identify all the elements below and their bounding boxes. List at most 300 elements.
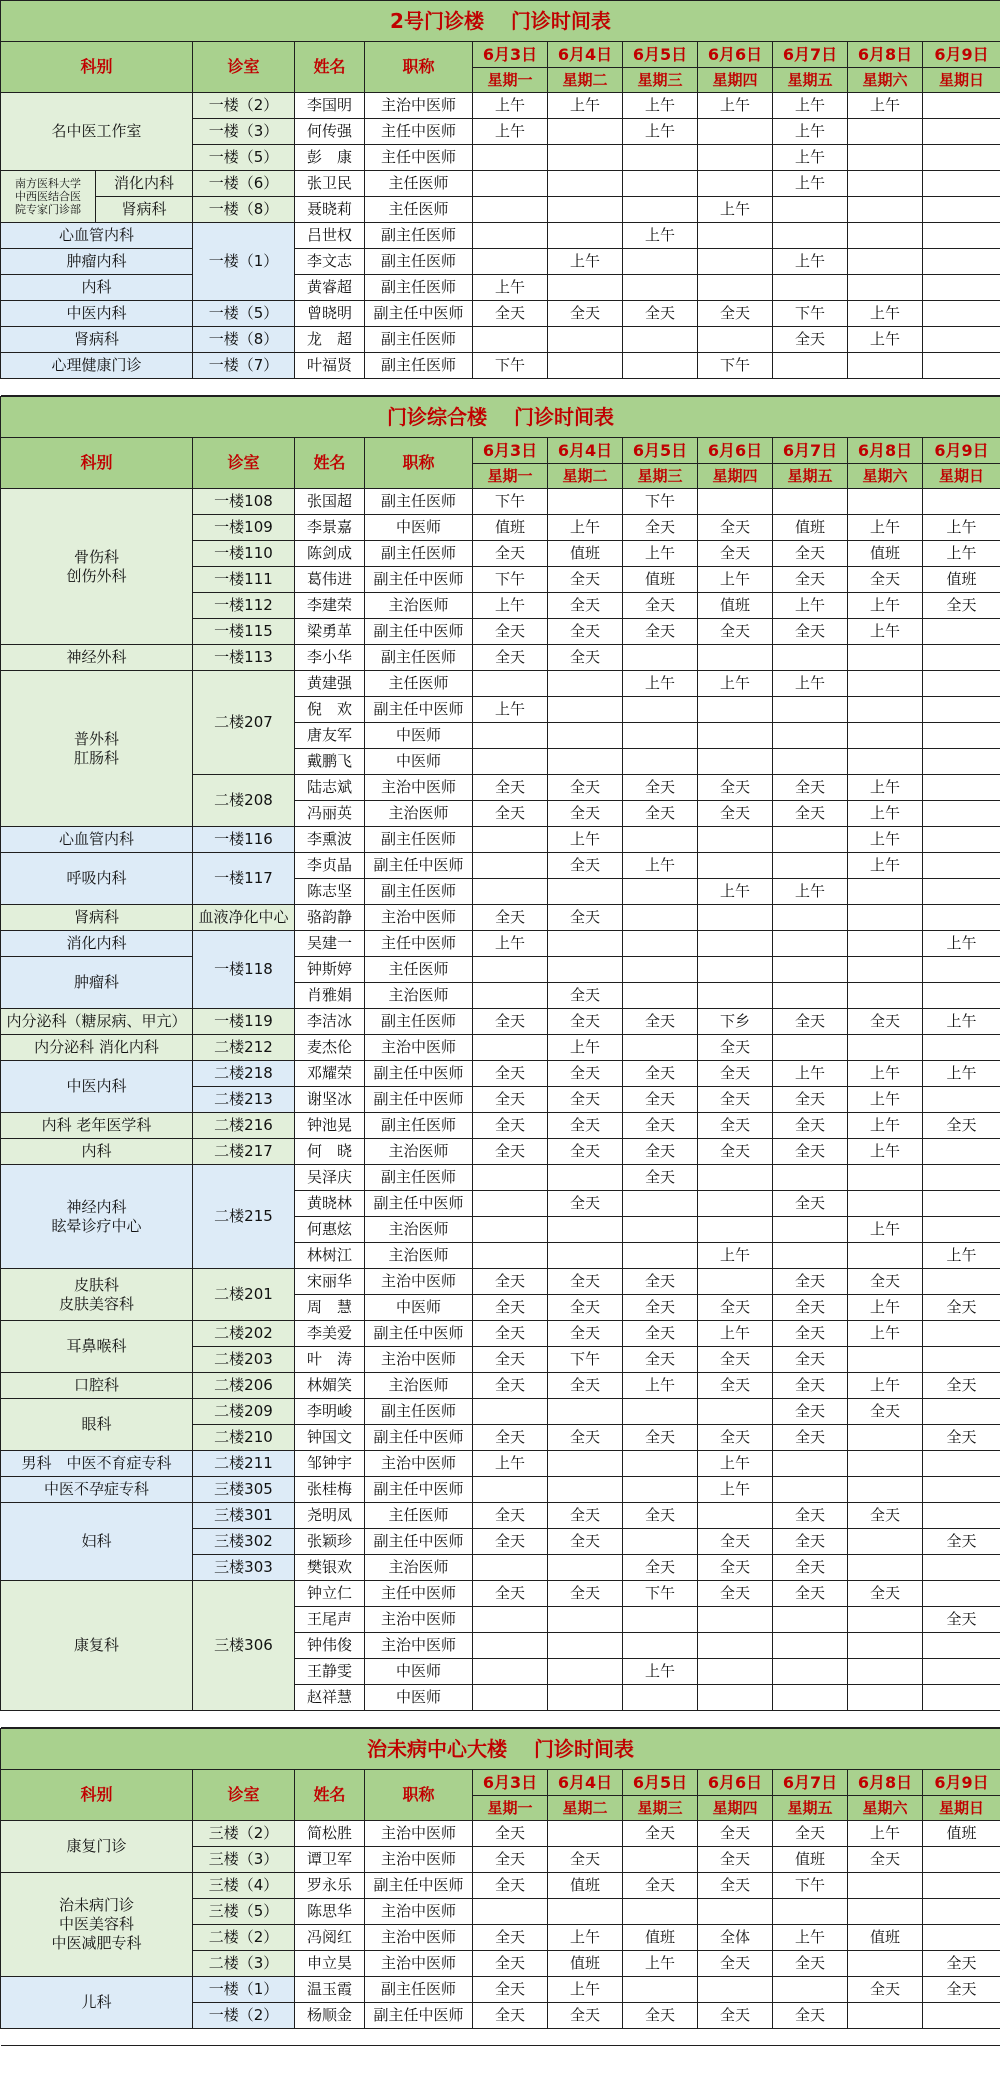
doctor-name: 李文志 — [295, 249, 365, 275]
header-name: 姓名 — [295, 438, 365, 489]
schedule-cell — [473, 1191, 548, 1217]
schedule-cell — [848, 249, 923, 275]
schedule-cell — [848, 957, 923, 983]
schedule-cell — [923, 905, 1000, 931]
doctor-title: 主治中医师 — [365, 1451, 473, 1477]
doctor-name: 罗永乐 — [295, 1873, 365, 1899]
schedule-cell — [848, 697, 923, 723]
schedule-cell: 上午 — [773, 119, 848, 145]
schedule-cell: 全天 — [773, 1139, 848, 1165]
schedule-cell — [698, 1607, 773, 1633]
schedule-cell: 全天 — [548, 593, 623, 619]
doctor-title: 副主任中医师 — [365, 1425, 473, 1451]
schedule-cell: 全天 — [473, 1977, 548, 2003]
schedule-cell — [473, 1607, 548, 1633]
schedule-cell: 下午 — [473, 353, 548, 379]
schedule-cell: 全天 — [548, 1113, 623, 1139]
schedule-cell — [698, 1899, 773, 1925]
room-label: 一楼110 — [193, 541, 295, 567]
schedule-cell: 全天 — [473, 1295, 548, 1321]
doctor-name: 黄晓林 — [295, 1191, 365, 1217]
schedule-cell — [923, 1139, 1000, 1165]
doctor-title: 主治医师 — [365, 1139, 473, 1165]
schedule-cell — [923, 1269, 1000, 1295]
schedule-cell: 全体 — [698, 1925, 773, 1951]
schedule-cell — [548, 1399, 623, 1425]
schedule-cell — [848, 353, 923, 379]
room-label: 一楼108 — [193, 489, 295, 515]
schedule-cell — [473, 249, 548, 275]
dept-label: 心血管内科 — [1, 827, 193, 853]
schedule-cell: 全天 — [698, 1873, 773, 1899]
spacer-cell — [698, 2029, 773, 2046]
schedule-cell: 上午 — [848, 775, 923, 801]
schedule-cell — [698, 1503, 773, 1529]
schedule-cell: 全天 — [698, 301, 773, 327]
schedule-cell — [623, 171, 698, 197]
doctor-name: 申立昊 — [295, 1951, 365, 1977]
schedule-cell — [848, 1607, 923, 1633]
dept-label: 中医内科 — [1, 1061, 193, 1113]
schedule-cell: 全天 — [548, 1191, 623, 1217]
schedule-cell — [923, 1581, 1000, 1607]
room-label: 二楼215 — [193, 1165, 295, 1269]
doctor-title: 主治医师 — [365, 983, 473, 1009]
schedule-cell: 上午 — [848, 1217, 923, 1243]
schedule-cell — [473, 145, 548, 171]
schedule-cell: 上午 — [698, 1243, 773, 1269]
schedule-cell — [773, 275, 848, 301]
schedule-cell: 全天 — [698, 1347, 773, 1373]
schedule-cell: 上午 — [848, 327, 923, 353]
schedule-cell: 上午 — [848, 93, 923, 119]
schedule-cell: 全天 — [548, 1425, 623, 1451]
schedule-cell — [473, 327, 548, 353]
doctor-name: 葛伟进 — [295, 567, 365, 593]
schedule-cell: 全天 — [548, 1503, 623, 1529]
schedule-cell — [848, 1873, 923, 1899]
schedule-cell — [623, 1685, 698, 1711]
room-label: 三楼301 — [193, 1503, 295, 1529]
room-label: 一楼（5） — [193, 301, 295, 327]
doctor-title: 主治中医师 — [365, 1847, 473, 1873]
schedule-cell: 上午 — [623, 223, 698, 249]
room-label: 一楼111 — [193, 567, 295, 593]
dept-label: 康复科 — [1, 1581, 193, 1711]
doctor-title: 副主任医师 — [365, 353, 473, 379]
schedule-cell — [548, 1899, 623, 1925]
doctor-name: 谢坚冰 — [295, 1087, 365, 1113]
schedule-cell — [623, 827, 698, 853]
header-date: 6月8日 — [848, 438, 923, 464]
schedule-cell — [773, 853, 848, 879]
schedule-cell: 全天 — [548, 1061, 623, 1087]
schedule-cell: 全天 — [473, 1061, 548, 1087]
header-weekday: 星期一 — [473, 464, 548, 489]
doctor-title: 副主任中医师 — [365, 567, 473, 593]
schedule-cell — [773, 931, 848, 957]
doctor-name: 李明峻 — [295, 1399, 365, 1425]
doctor-title: 主任医师 — [365, 957, 473, 983]
doctor-name: 麦杰伦 — [295, 1035, 365, 1061]
schedule-cell — [623, 1977, 698, 2003]
dept-label: 耳鼻喉科 — [1, 1321, 193, 1373]
doctor-title: 主治中医师 — [365, 1951, 473, 1977]
dept-label: 眼科 — [1, 1399, 193, 1451]
schedule-cell: 全天 — [473, 1503, 548, 1529]
header-weekday: 星期日 — [923, 68, 1000, 93]
doctor-title: 副主任中医师 — [365, 1477, 473, 1503]
doctor-name: 钟国文 — [295, 1425, 365, 1451]
schedule-cell — [698, 1217, 773, 1243]
schedule-cell: 全天 — [773, 1269, 848, 1295]
schedule-cell — [548, 171, 623, 197]
schedule-cell: 下午 — [698, 353, 773, 379]
schedule-cell — [923, 93, 1000, 119]
header-title: 职称 — [365, 438, 473, 489]
schedule-cell — [623, 1035, 698, 1061]
spacer-cell — [295, 2029, 365, 2046]
schedule-cell: 全天 — [773, 1581, 848, 1607]
doctor-name: 梁勇革 — [295, 619, 365, 645]
schedule-cell: 全天 — [848, 1009, 923, 1035]
schedule-cell — [848, 1529, 923, 1555]
doctor-title: 副主任医师 — [365, 275, 473, 301]
spacer-cell — [193, 379, 295, 396]
schedule-cell — [848, 119, 923, 145]
spacer-cell — [773, 2029, 848, 2046]
schedule-cell — [773, 827, 848, 853]
schedule-cell — [623, 145, 698, 171]
doctor-name: 李建荣 — [295, 593, 365, 619]
doctor-name: 陆志斌 — [295, 775, 365, 801]
schedule-cell — [473, 1477, 548, 1503]
schedule-cell — [623, 905, 698, 931]
schedule-cell: 全天 — [923, 1113, 1000, 1139]
room-label: 二楼211 — [193, 1451, 295, 1477]
header-date: 6月9日 — [923, 438, 1000, 464]
schedule-cell — [698, 489, 773, 515]
header-date: 6月7日 — [773, 1770, 848, 1796]
schedule-cell: 全天 — [548, 853, 623, 879]
doctor-title: 主任中医师 — [365, 931, 473, 957]
dept-label: 名中医工作室 — [1, 93, 193, 171]
schedule-cell: 全天 — [773, 619, 848, 645]
schedule-cell — [923, 275, 1000, 301]
doctor-title: 副主任医师 — [365, 1977, 473, 2003]
schedule-cell: 全天 — [623, 593, 698, 619]
room-label: 一楼（8） — [193, 327, 295, 353]
room-label: 一楼（1） — [193, 1977, 295, 2003]
schedule-cell: 全天 — [698, 1373, 773, 1399]
schedule-cell — [473, 1685, 548, 1711]
header-room: 诊室 — [193, 438, 295, 489]
doctor-name: 谭卫军 — [295, 1847, 365, 1873]
schedule-cell — [548, 1633, 623, 1659]
doctor-title: 副主任中医师 — [365, 1873, 473, 1899]
schedule-cell — [923, 1633, 1000, 1659]
schedule-cell — [548, 1821, 623, 1847]
room-label: 一楼（8） — [193, 197, 295, 223]
schedule-cell: 下乡 — [698, 1009, 773, 1035]
schedule-cell: 全天 — [623, 1321, 698, 1347]
schedule-cell — [623, 1451, 698, 1477]
dept-label: 中医内科 — [1, 301, 193, 327]
schedule-cell — [923, 671, 1000, 697]
schedule-cell: 全天 — [623, 1139, 698, 1165]
schedule-cell — [923, 645, 1000, 671]
doctor-name: 黄建强 — [295, 671, 365, 697]
schedule-cell: 上午 — [923, 1009, 1000, 1035]
schedule-cell — [923, 1347, 1000, 1373]
schedule-cell: 全天 — [698, 1425, 773, 1451]
room-label: 一楼（2） — [193, 93, 295, 119]
schedule-cell — [473, 1399, 548, 1425]
schedule-cell — [473, 827, 548, 853]
doctor-name: 杨顺金 — [295, 2003, 365, 2029]
doctor-name: 陈志坚 — [295, 879, 365, 905]
schedule-cell: 上午 — [623, 541, 698, 567]
schedule-cell — [923, 775, 1000, 801]
schedule-cell: 全天 — [473, 775, 548, 801]
schedule-cell — [923, 801, 1000, 827]
schedule-cell: 全天 — [623, 2003, 698, 2029]
header-weekday: 星期五 — [773, 68, 848, 93]
doctor-name: 张颖珍 — [295, 1529, 365, 1555]
header-weekday: 星期五 — [773, 1796, 848, 1821]
schedule-cell: 全天 — [473, 1269, 548, 1295]
dept-label — [1, 171, 193, 223]
schedule-cell — [848, 1899, 923, 1925]
schedule-cell: 上午 — [773, 879, 848, 905]
schedule-cell: 上午 — [923, 931, 1000, 957]
schedule-cell — [698, 145, 773, 171]
schedule-cell: 全天 — [773, 1373, 848, 1399]
schedule-cell: 值班 — [698, 593, 773, 619]
room-label: 一楼113 — [193, 645, 295, 671]
schedule-cell — [548, 327, 623, 353]
schedule-cell: 全天 — [848, 1847, 923, 1873]
schedule-cell: 全天 — [473, 541, 548, 567]
schedule-cell: 全天 — [548, 1847, 623, 1873]
header-date: 6月6日 — [698, 1770, 773, 1796]
spacer-cell — [548, 2029, 623, 2046]
schedule-cell — [698, 1399, 773, 1425]
schedule-cell: 全天 — [623, 515, 698, 541]
header-date: 6月3日 — [473, 438, 548, 464]
schedule-cell — [848, 1659, 923, 1685]
schedule-cell — [923, 301, 1000, 327]
doctor-name: 叶福贤 — [295, 353, 365, 379]
schedule-table — [0, 1728, 1000, 2046]
schedule-cell: 上午 — [473, 119, 548, 145]
schedule-cell — [773, 353, 848, 379]
section-title: 治未病中心大楼 门诊时间表 — [1, 1729, 1000, 1770]
schedule-cell: 全天 — [923, 1425, 1000, 1451]
header-weekday: 星期三 — [623, 1796, 698, 1821]
schedule-cell: 全天 — [473, 801, 548, 827]
schedule-cell — [923, 1659, 1000, 1685]
doctor-name: 温玉霞 — [295, 1977, 365, 2003]
schedule-cell: 上午 — [848, 301, 923, 327]
schedule-cell — [548, 145, 623, 171]
header-date: 6月5日 — [623, 438, 698, 464]
schedule-cell: 全天 — [473, 1009, 548, 1035]
dept-label: 内分泌科（糖尿病、甲亢） — [1, 1009, 193, 1035]
schedule-cell: 全天 — [773, 1529, 848, 1555]
room-label: 二楼213 — [193, 1087, 295, 1113]
schedule-cell — [848, 1633, 923, 1659]
spacer-cell — [548, 1711, 623, 1728]
doctor-name: 曾晓明 — [295, 301, 365, 327]
schedule-cell — [923, 827, 1000, 853]
schedule-cell: 上午 — [773, 145, 848, 171]
schedule-cell — [923, 171, 1000, 197]
room-label: 二楼217 — [193, 1139, 295, 1165]
schedule-cell: 全天 — [473, 645, 548, 671]
schedule-cell: 全天 — [623, 1555, 698, 1581]
room-label: 三楼303 — [193, 1555, 295, 1581]
schedule-cell: 全天 — [698, 775, 773, 801]
room-label: 三楼（2） — [193, 1821, 295, 1847]
schedule-cell: 全天 — [698, 1821, 773, 1847]
schedule-cell — [923, 1191, 1000, 1217]
room-label: 三楼（4） — [193, 1873, 295, 1899]
doctor-title: 中医师 — [365, 723, 473, 749]
schedule-cell: 全天 — [773, 1951, 848, 1977]
schedule-cell: 上午 — [623, 1373, 698, 1399]
spacer-cell — [623, 1711, 698, 1728]
room-label: 二楼210 — [193, 1425, 295, 1451]
doctor-name: 张国超 — [295, 489, 365, 515]
header-room: 诊室 — [193, 1770, 295, 1821]
schedule-cell: 全天 — [698, 1847, 773, 1873]
room-label: 二楼202 — [193, 1321, 295, 1347]
schedule-cell — [848, 2003, 923, 2029]
schedule-cell: 值班 — [773, 515, 848, 541]
schedule-cell: 全天 — [698, 1581, 773, 1607]
header-date: 6月7日 — [773, 42, 848, 68]
schedule-cell — [698, 327, 773, 353]
dept-label: 妇科 — [1, 1503, 193, 1581]
schedule-cell — [548, 1477, 623, 1503]
schedule-cell — [923, 1035, 1000, 1061]
doctor-name: 冯阅红 — [295, 1925, 365, 1951]
header-date: 6月3日 — [473, 42, 548, 68]
room-label: 血液净化中心 — [193, 905, 295, 931]
doctor-name: 戴鹏飞 — [295, 749, 365, 775]
schedule-cell: 全天 — [623, 1165, 698, 1191]
schedule-cell: 上午 — [848, 1139, 923, 1165]
schedule-cell — [548, 197, 623, 223]
schedule-cell: 值班 — [473, 515, 548, 541]
schedule-cell — [698, 853, 773, 879]
schedule-cell: 上午 — [548, 1035, 623, 1061]
doctor-title: 主治医师 — [365, 1373, 473, 1399]
schedule-cell — [473, 197, 548, 223]
room-label: 二楼（3） — [193, 1951, 295, 1977]
schedule-cell: 全天 — [623, 1873, 698, 1899]
doctor-title: 主治医师 — [365, 1217, 473, 1243]
schedule-cell — [548, 489, 623, 515]
schedule-cell: 全天 — [698, 1555, 773, 1581]
schedule-cell — [623, 1243, 698, 1269]
schedule-cell: 下午 — [623, 489, 698, 515]
doctor-name: 赵祥慧 — [295, 1685, 365, 1711]
schedule-cell: 全天 — [773, 1009, 848, 1035]
schedule-cell: 上午 — [623, 671, 698, 697]
schedule-cell: 全天 — [773, 1113, 848, 1139]
schedule-cell — [848, 275, 923, 301]
room-label: 一楼（7） — [193, 353, 295, 379]
header-weekday: 星期日 — [923, 1796, 1000, 1821]
schedule-cell: 全天 — [473, 1529, 548, 1555]
doctor-title: 主治医师 — [365, 1555, 473, 1581]
schedule-cell — [848, 723, 923, 749]
schedule-cell — [923, 1451, 1000, 1477]
schedule-cell — [623, 1399, 698, 1425]
schedule-cell: 全天 — [548, 905, 623, 931]
spacer-cell — [1, 1711, 193, 1728]
doctor-title: 副主任中医师 — [365, 1061, 473, 1087]
dept-label: 心理健康门诊 — [1, 353, 193, 379]
header-room: 诊室 — [193, 42, 295, 93]
schedule-cell — [623, 983, 698, 1009]
header-weekday: 星期四 — [698, 1796, 773, 1821]
schedule-cell: 上午 — [773, 93, 848, 119]
room-label: 三楼（3） — [193, 1847, 295, 1873]
schedule-cell: 全天 — [473, 1873, 548, 1899]
dept-label: 普外科 肛肠科 — [1, 671, 193, 827]
schedule-cell — [698, 1633, 773, 1659]
schedule-cell: 全天 — [473, 1925, 548, 1951]
doctor-title: 主治中医师 — [365, 1899, 473, 1925]
schedule-cell: 全天 — [548, 1087, 623, 1113]
schedule-cell — [623, 1529, 698, 1555]
schedule-cell: 全天 — [923, 1373, 1000, 1399]
schedule-cell — [698, 1977, 773, 2003]
schedule-cell: 上午 — [473, 593, 548, 619]
header-weekday: 星期三 — [623, 464, 698, 489]
schedule-cell — [698, 1269, 773, 1295]
doctor-name: 陈剑成 — [295, 541, 365, 567]
header-date: 6月5日 — [623, 42, 698, 68]
schedule-cell: 上午 — [698, 1477, 773, 1503]
schedule-cell: 上午 — [848, 1821, 923, 1847]
header-date: 6月6日 — [698, 42, 773, 68]
schedule-cell: 全天 — [548, 567, 623, 593]
schedule-cell — [548, 1165, 623, 1191]
schedule-cell — [548, 749, 623, 775]
schedule-cell: 下午 — [773, 301, 848, 327]
schedule-cell: 上午 — [623, 1951, 698, 1977]
doctor-title: 中医师 — [365, 1685, 473, 1711]
room-label: 一楼119 — [193, 1009, 295, 1035]
schedule-cell — [773, 1977, 848, 2003]
schedule-cell: 上午 — [548, 93, 623, 119]
schedule-cell: 全天 — [848, 1399, 923, 1425]
room-label: 一楼（3） — [193, 119, 295, 145]
schedule-cell: 上午 — [773, 671, 848, 697]
schedule-cell — [923, 145, 1000, 171]
schedule-cell: 上午 — [773, 171, 848, 197]
schedule-cell: 全天 — [548, 645, 623, 671]
doctor-name: 宋丽华 — [295, 1269, 365, 1295]
schedule-cell: 全天 — [698, 1061, 773, 1087]
doctor-name: 何惠炫 — [295, 1217, 365, 1243]
dept-label: 治未病门诊 中医美容科 中医减肥专科 — [1, 1873, 193, 1977]
schedule-cell — [623, 1607, 698, 1633]
